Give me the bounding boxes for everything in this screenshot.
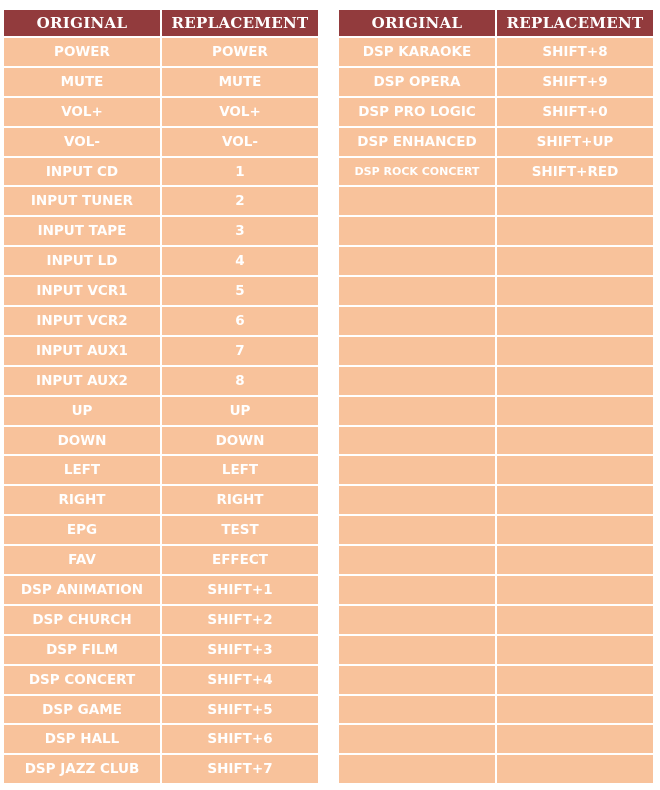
table-row xyxy=(4,217,318,245)
original-cell: DSP JAZZ CLUB xyxy=(4,755,160,783)
table-row xyxy=(339,755,653,783)
table-row xyxy=(339,666,653,694)
replacement-cell: 3 xyxy=(162,217,318,245)
original-cell: DOWN xyxy=(4,427,160,455)
replacement-cell xyxy=(497,217,653,245)
mapping-table-right xyxy=(337,8,655,785)
table-row xyxy=(4,337,318,365)
replacement-cell: VOL+ xyxy=(162,98,318,126)
table-row xyxy=(339,68,653,96)
original-cell xyxy=(339,247,495,275)
table-row xyxy=(4,606,318,634)
replacement-cell xyxy=(497,725,653,753)
replacement-cell: EFFECT xyxy=(162,546,318,574)
table-row xyxy=(339,696,653,724)
replacement-cell: POWER xyxy=(162,38,318,66)
original-cell xyxy=(339,755,495,783)
table-row xyxy=(4,397,318,425)
table-row xyxy=(339,38,653,66)
mapping-table-left xyxy=(2,8,320,785)
table-row xyxy=(4,427,318,455)
original-cell: UP xyxy=(4,397,160,425)
table-row xyxy=(339,397,653,425)
header-replacement: REPLACEMENT xyxy=(162,10,318,36)
replacement-cell: SHIFT+3 xyxy=(162,636,318,664)
table-row xyxy=(4,68,318,96)
table-row xyxy=(4,636,318,664)
table-row xyxy=(339,725,653,753)
original-cell: DSP CONCERT xyxy=(4,666,160,694)
replacement-cell xyxy=(497,576,653,604)
original-cell xyxy=(339,307,495,335)
replacement-cell: SHIFT+UP xyxy=(497,128,653,156)
original-cell: DSP ENHANCED xyxy=(339,128,495,156)
table-row xyxy=(4,546,318,574)
replacement-cell: 5 xyxy=(162,277,318,305)
replacement-cell: SHIFT+2 xyxy=(162,606,318,634)
table-row xyxy=(339,367,653,395)
table-row xyxy=(339,247,653,275)
replacement-cell: MUTE xyxy=(162,68,318,96)
table-row xyxy=(339,486,653,514)
replacement-cell: SHIFT+7 xyxy=(162,755,318,783)
table-row xyxy=(339,158,653,186)
replacement-cell: SHIFT+0 xyxy=(497,98,653,126)
original-cell xyxy=(339,337,495,365)
table-row xyxy=(339,606,653,634)
original-cell xyxy=(339,397,495,425)
original-cell xyxy=(339,546,495,574)
original-cell: INPUT VCR2 xyxy=(4,307,160,335)
table-row xyxy=(4,486,318,514)
original-cell: DSP OPERA xyxy=(339,68,495,96)
original-cell xyxy=(339,217,495,245)
replacement-cell: 7 xyxy=(162,337,318,365)
replacement-cell xyxy=(497,456,653,484)
replacement-cell: SHIFT+9 xyxy=(497,68,653,96)
replacement-cell: RIGHT xyxy=(162,486,318,514)
original-cell: DSP ANIMATION xyxy=(4,576,160,604)
header-replacement: REPLACEMENT xyxy=(497,10,653,36)
replacement-cell xyxy=(497,516,653,544)
original-cell xyxy=(339,516,495,544)
table-row xyxy=(4,367,318,395)
original-cell: DSP ROCK CONCERT xyxy=(339,158,495,186)
original-cell xyxy=(339,636,495,664)
replacement-cell: UP xyxy=(162,397,318,425)
original-cell: VOL+ xyxy=(4,98,160,126)
header-original: ORIGINAL xyxy=(339,10,495,36)
replacement-cell xyxy=(497,337,653,365)
header-original: ORIGINAL xyxy=(4,10,160,36)
replacement-cell: SHIFT+8 xyxy=(497,38,653,66)
table-row xyxy=(4,247,318,275)
replacement-cell xyxy=(497,606,653,634)
original-cell xyxy=(339,606,495,634)
original-cell xyxy=(339,187,495,215)
table-row xyxy=(4,456,318,484)
original-cell: INPUT AUX2 xyxy=(4,367,160,395)
replacement-cell: SHIFT+5 xyxy=(162,696,318,724)
table-row xyxy=(339,307,653,335)
replacement-cell: SHIFT+RED xyxy=(497,158,653,186)
replacement-cell: 6 xyxy=(162,307,318,335)
replacement-cell xyxy=(497,187,653,215)
replacement-cell xyxy=(497,277,653,305)
table-row xyxy=(4,696,318,724)
replacement-cell xyxy=(497,397,653,425)
original-cell: MUTE xyxy=(4,68,160,96)
table-row xyxy=(339,217,653,245)
table-row xyxy=(4,666,318,694)
original-cell: INPUT VCR1 xyxy=(4,277,160,305)
original-cell xyxy=(339,725,495,753)
original-cell: POWER xyxy=(4,38,160,66)
replacement-cell xyxy=(497,307,653,335)
table-row xyxy=(4,128,318,156)
table-row xyxy=(4,98,318,126)
table-row xyxy=(339,636,653,664)
replacement-cell xyxy=(497,367,653,395)
original-cell: INPUT AUX1 xyxy=(4,337,160,365)
replacement-cell: 1 xyxy=(162,158,318,186)
original-cell xyxy=(339,456,495,484)
replacement-cell: SHIFT+6 xyxy=(162,725,318,753)
original-cell: INPUT LD xyxy=(4,247,160,275)
replacement-cell xyxy=(497,755,653,783)
table-row xyxy=(4,277,318,305)
table-row xyxy=(339,187,653,215)
header-row xyxy=(339,10,653,36)
table-row xyxy=(339,456,653,484)
original-cell xyxy=(339,427,495,455)
replacement-cell: 2 xyxy=(162,187,318,215)
replacement-cell xyxy=(497,666,653,694)
original-cell: INPUT TUNER xyxy=(4,187,160,215)
replacement-cell: 8 xyxy=(162,367,318,395)
table-row xyxy=(4,576,318,604)
original-cell: DSP GAME xyxy=(4,696,160,724)
original-cell: FAV xyxy=(4,546,160,574)
original-cell xyxy=(339,367,495,395)
replacement-cell xyxy=(497,247,653,275)
replacement-cell: SHIFT+4 xyxy=(162,666,318,694)
table-row xyxy=(4,38,318,66)
original-cell: INPUT CD xyxy=(4,158,160,186)
table-row xyxy=(339,576,653,604)
table-row xyxy=(339,546,653,574)
replacement-cell: DOWN xyxy=(162,427,318,455)
table-row xyxy=(339,337,653,365)
table-row xyxy=(339,98,653,126)
table-row xyxy=(4,755,318,783)
table-row xyxy=(4,187,318,215)
replacement-cell xyxy=(497,427,653,455)
replacement-cell: VOL- xyxy=(162,128,318,156)
original-cell: LEFT xyxy=(4,456,160,484)
replacement-cell: SHIFT+1 xyxy=(162,576,318,604)
original-cell: DSP PRO LOGIC xyxy=(339,98,495,126)
replacement-cell xyxy=(497,696,653,724)
table-row xyxy=(339,516,653,544)
table-row xyxy=(4,307,318,335)
table-row xyxy=(4,158,318,186)
table-row xyxy=(339,277,653,305)
original-cell: DSP CHURCH xyxy=(4,606,160,634)
replacement-cell: LEFT xyxy=(162,456,318,484)
original-cell xyxy=(339,277,495,305)
replacement-cell xyxy=(497,486,653,514)
original-cell xyxy=(339,486,495,514)
original-cell: DSP HALL xyxy=(4,725,160,753)
replacement-cell: TEST xyxy=(162,516,318,544)
original-cell: DSP FILM xyxy=(4,636,160,664)
original-cell: RIGHT xyxy=(4,486,160,514)
original-cell: EPG xyxy=(4,516,160,544)
original-cell xyxy=(339,696,495,724)
replacement-cell: 4 xyxy=(162,247,318,275)
replacement-cell xyxy=(497,636,653,664)
table-row xyxy=(339,128,653,156)
table-row xyxy=(339,427,653,455)
table-row xyxy=(4,725,318,753)
table-row xyxy=(4,516,318,544)
header-row xyxy=(4,10,318,36)
original-cell xyxy=(339,666,495,694)
original-cell: DSP KARAOKE xyxy=(339,38,495,66)
original-cell: VOL- xyxy=(4,128,160,156)
original-cell: INPUT TAPE xyxy=(4,217,160,245)
original-cell xyxy=(339,576,495,604)
replacement-cell xyxy=(497,546,653,574)
